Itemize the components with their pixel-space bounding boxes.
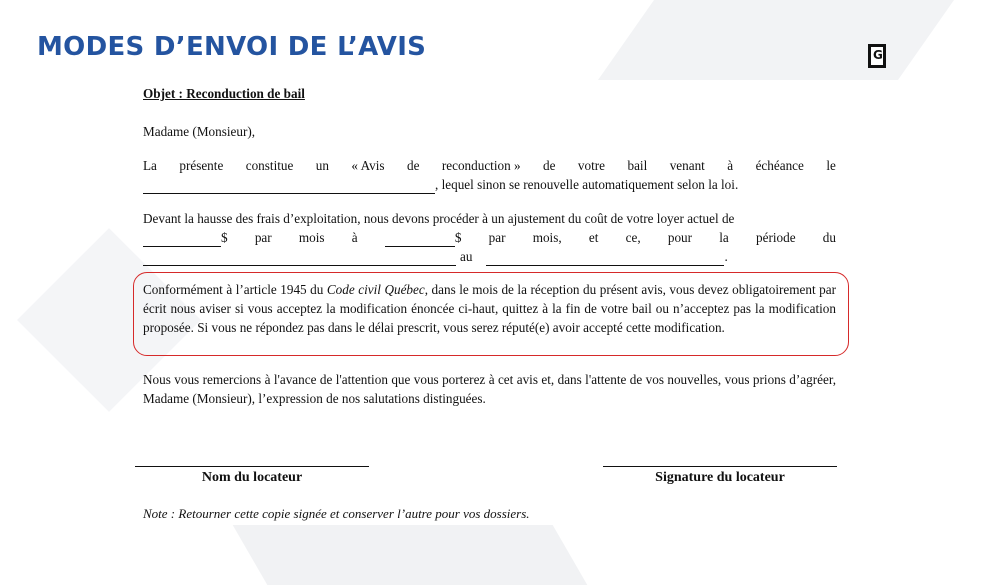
p1-word: votre xyxy=(577,158,606,173)
p1-line1 xyxy=(143,156,836,175)
p2-period: . xyxy=(724,249,728,264)
p3-before: Conformément à l’article 1945 du xyxy=(143,282,327,297)
p2-word: la xyxy=(719,230,729,245)
paragraph-article-1945 xyxy=(143,280,836,337)
amount-blank xyxy=(385,232,455,247)
p2-word: ce, xyxy=(625,230,641,245)
p2-line3 xyxy=(143,247,836,266)
date-blank xyxy=(143,179,435,194)
slide-heading: MODES D’ENVOI DE L’AVIS xyxy=(37,32,427,62)
p3-after: , dans le mois de la réception du présent avis, vous devez obligatoirement par écrit nous aviser si vous acceptez la modification énoncée ci-haut, quittez à la fin de votre bail ou n’acceptez pas la modification proposée. Si vous ne répondez pas dans le délai prescrit, vous serez réputé(e) avoir accepté cette modification. xyxy=(143,282,836,335)
p1-word: un xyxy=(315,158,329,173)
period-end-blank xyxy=(486,251,724,266)
p3-text xyxy=(143,280,836,337)
p2-line1 xyxy=(143,209,836,228)
p1-word: de xyxy=(543,158,556,173)
p2-word: mois, xyxy=(532,230,562,245)
paragraph-reconduction xyxy=(143,156,836,194)
p4-text: Nous vous remercions à l'avance de l'attention que vous porterez à cet avis et, dans l'attente de vos nouvelles, vous prions d’agréer, Madame (Monsieur), l’expression de nos salutations distinguées. xyxy=(143,372,836,406)
p1-word: le xyxy=(826,158,836,173)
p1-word: constitue xyxy=(245,158,294,173)
p2-line1-text: Devant la hausse des frais d’exploitation, nous devons procéder à un ajustement du coût de votre loyer actuel de xyxy=(143,211,735,226)
p1-word: de xyxy=(406,158,420,173)
signature-line-left xyxy=(135,466,369,467)
p1-word: La xyxy=(143,158,157,173)
p2-au: au xyxy=(460,249,473,264)
p2-word: à xyxy=(351,230,358,245)
p2-word: pour xyxy=(667,230,693,245)
paragraph-closing xyxy=(143,370,836,408)
p2-word: et xyxy=(588,230,599,245)
p1-word: bail xyxy=(627,158,648,173)
edge-box xyxy=(868,44,886,68)
p2-word: mois xyxy=(298,230,325,245)
dollar-sign: $ xyxy=(454,230,462,245)
p1-line2-text: , lequel sinon se renouvelle automatiquement selon la loi. xyxy=(435,177,739,192)
paragraph-loyer xyxy=(143,209,836,266)
p2-amount-current xyxy=(143,228,228,247)
p1-word: à xyxy=(727,158,734,173)
dollar-sign: $ xyxy=(221,230,228,245)
p1-line2 xyxy=(143,175,836,194)
p1-word: échéance xyxy=(755,158,804,173)
letter-subject: Objet : Reconduction de bail xyxy=(143,86,305,101)
background-shape-bottom xyxy=(233,525,588,585)
letter-salutation xyxy=(143,122,836,141)
background-shape-top xyxy=(598,0,982,80)
footnote: Note : Retourner cette copie signée et conserver l’autre pour vos dossiers. xyxy=(143,506,530,521)
p1-word: reconduction » xyxy=(441,158,521,173)
edge-box-char: G xyxy=(873,48,883,62)
p2-word: du xyxy=(822,230,836,245)
salutation-text: Madame (Monsieur), xyxy=(143,124,256,139)
p2-amount-new xyxy=(385,228,462,247)
p2-line2 xyxy=(143,228,836,247)
p2-word: par xyxy=(488,230,506,245)
p1-word: « Avis xyxy=(351,158,385,173)
period-start-blank xyxy=(143,251,456,266)
signature-label: Signature du locateur xyxy=(655,470,785,485)
code-civil-reference: Code civil Québec xyxy=(326,282,425,297)
p2-word: par xyxy=(254,230,272,245)
signature-line-right xyxy=(603,466,837,467)
p2-word: période xyxy=(756,230,796,245)
name-label: Nom du locateur xyxy=(201,470,303,485)
p1-word: venant xyxy=(669,158,705,173)
p1-word: présente xyxy=(179,158,224,173)
amount-blank xyxy=(143,232,221,247)
